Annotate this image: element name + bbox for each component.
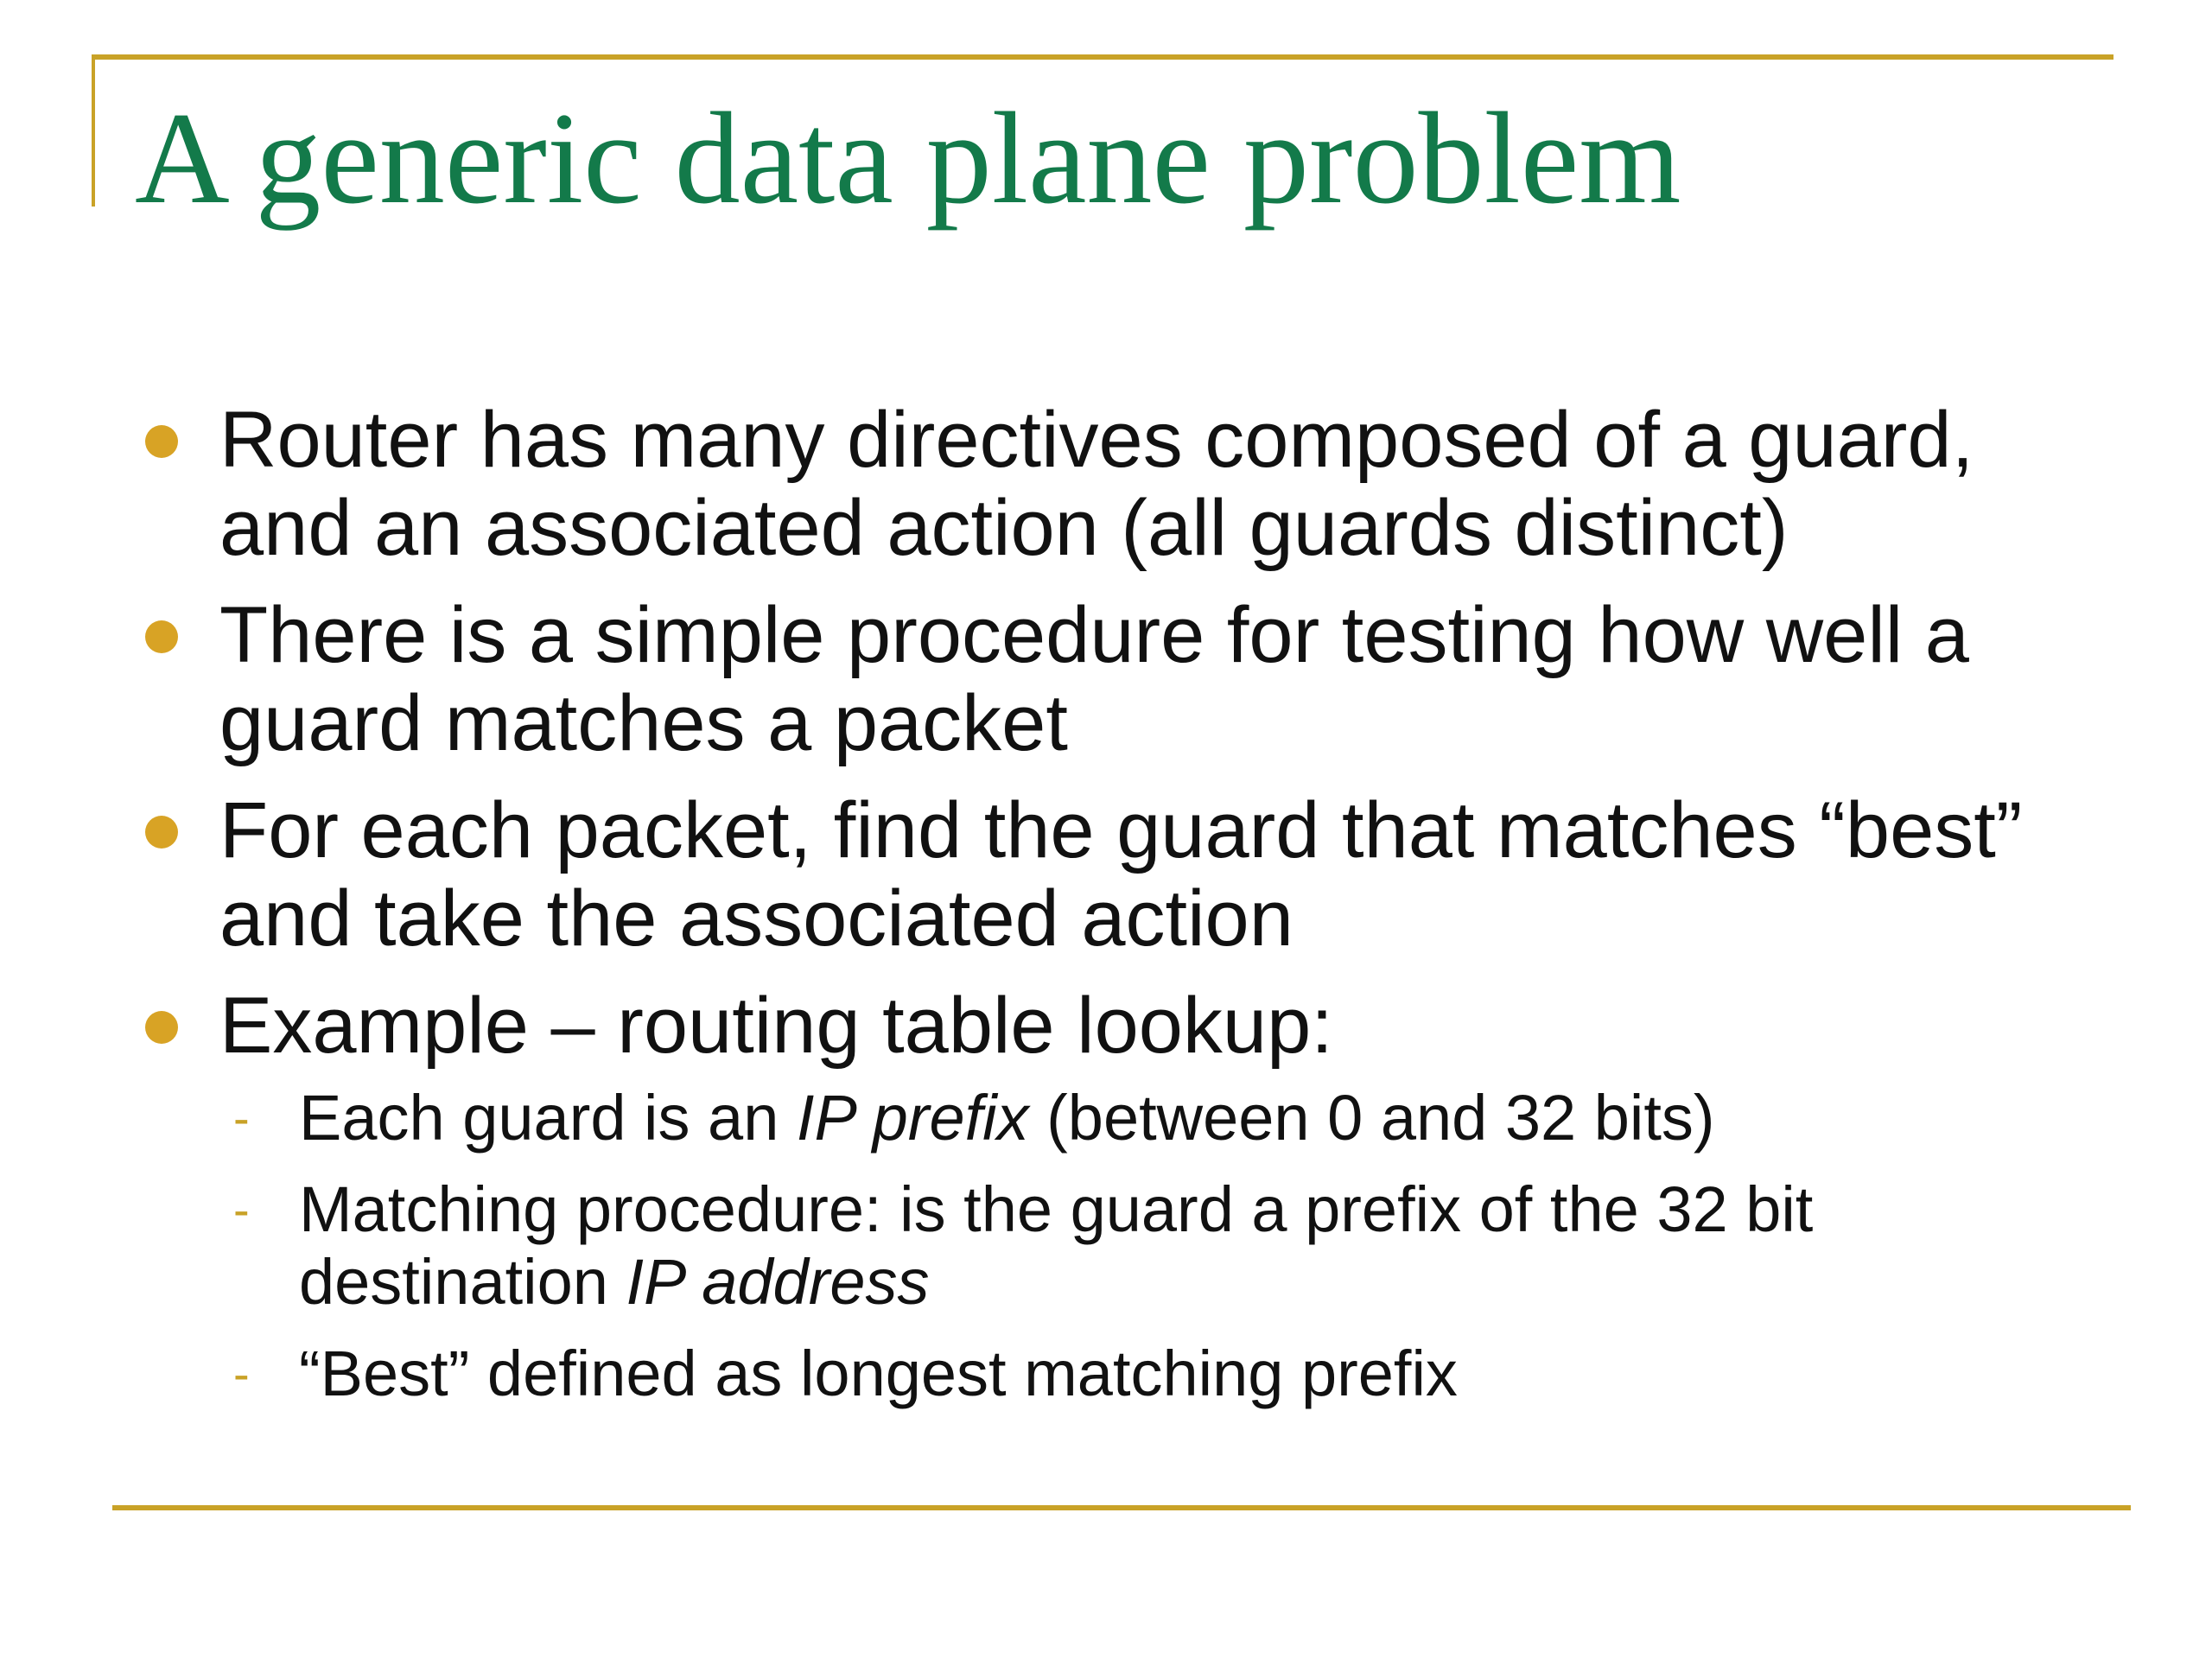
bullet-item [138, 786, 2126, 963]
sub-bullet-list [219, 1082, 2126, 1410]
bullet-text: Example – routing table lookup: [219, 982, 1333, 1070]
sub-bullet-text-before: “Best” defined as longest matching prefix [299, 1338, 1458, 1409]
bullet-dot-icon [145, 816, 178, 849]
bullet-text: Router has many directives composed of a guard, and an associated action (all guards distinct) [219, 396, 1974, 572]
slide-title: A generic data plane problem [135, 86, 1681, 231]
bullet-dot-icon [145, 620, 178, 653]
dash-icon: - [233, 1182, 250, 1236]
sub-bullet-item [219, 1173, 2126, 1319]
sub-bullet-text-after: (between 0 and 32 bits) [1028, 1082, 1715, 1154]
top-rule [92, 54, 2113, 60]
bullet-dot-icon [145, 425, 178, 458]
sub-bullet-text-italic: IP address [626, 1246, 930, 1318]
sub-bullet-item [219, 1082, 2126, 1154]
bullet-item [138, 396, 2126, 572]
bullet-list [138, 396, 2126, 1429]
bullet-item [138, 982, 2126, 1410]
sub-bullet-text-before: Matching procedure: is the guard a prefix of the 32 bit destination [299, 1173, 1814, 1318]
bullet-item [138, 591, 2126, 767]
sub-bullet-text-before: Each guard is an [299, 1082, 797, 1154]
dash-icon: - [233, 1090, 250, 1145]
bullet-text: For each packet, find the guard that matches “best” and take the associated action [219, 786, 2023, 963]
bullet-text: There is a simple procedure for testing how well a guard matches a packet [219, 591, 1969, 767]
sub-bullet-item [219, 1338, 2126, 1410]
bottom-rule [112, 1505, 2131, 1510]
dash-icon: - [233, 1346, 250, 1401]
sub-bullet-text-italic: IP prefix [796, 1082, 1029, 1154]
left-rule [92, 54, 95, 207]
bullet-dot-icon [145, 1011, 178, 1044]
